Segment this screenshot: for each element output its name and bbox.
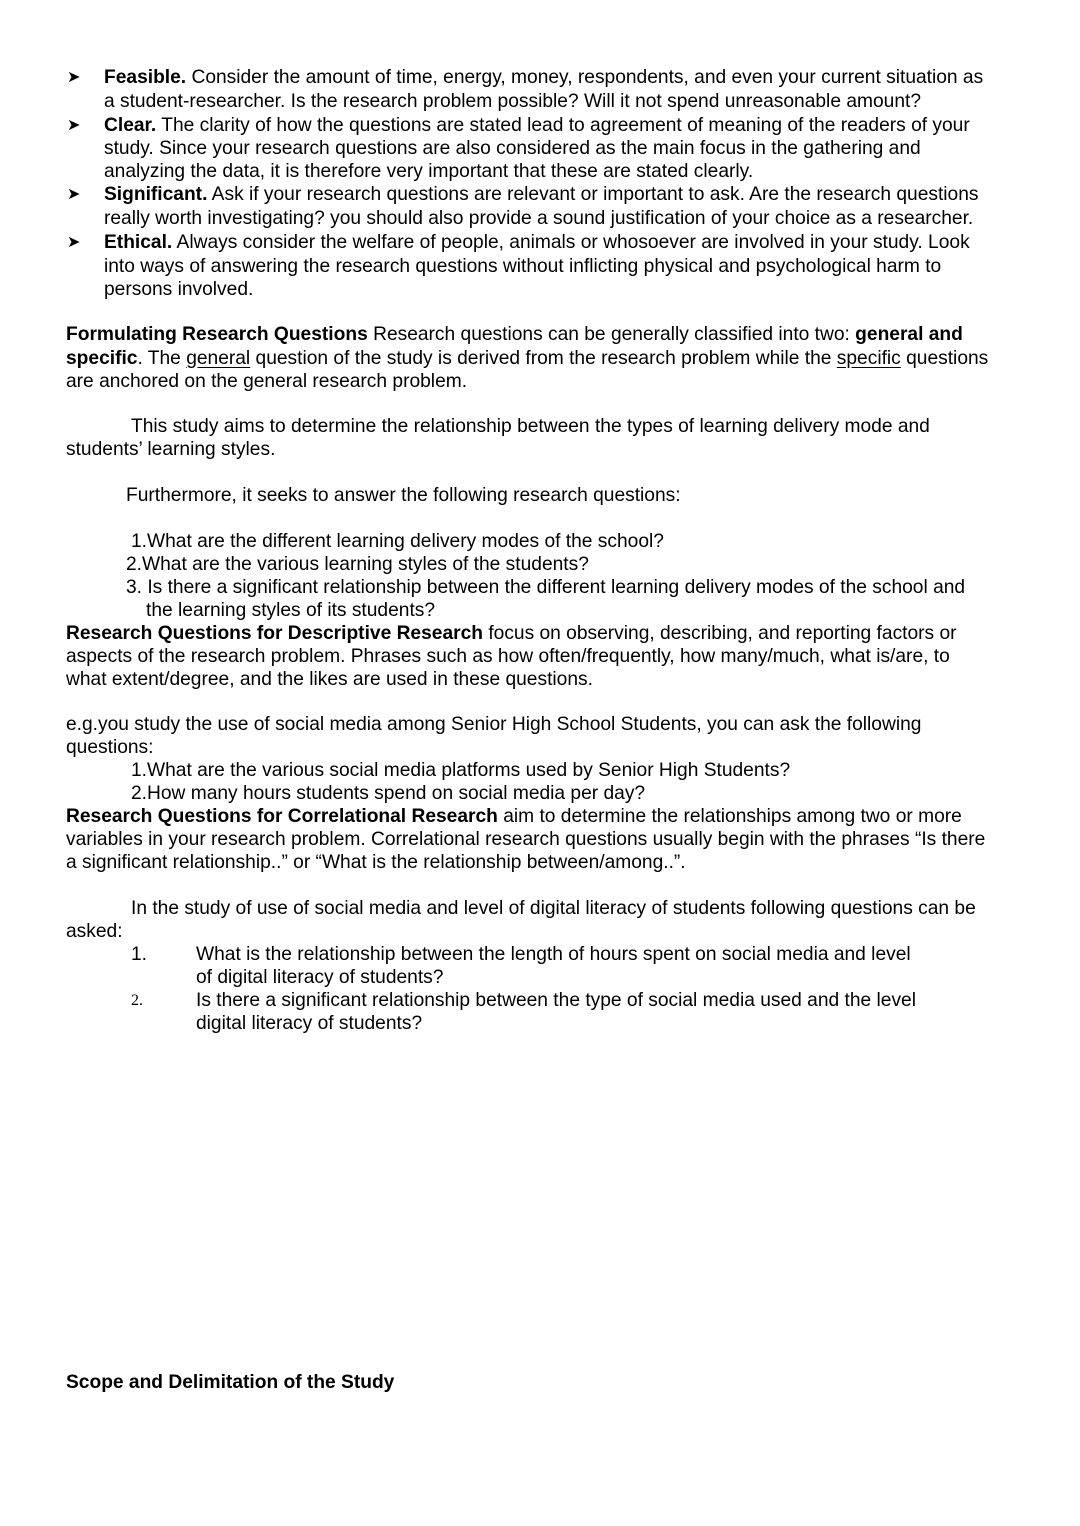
formulating-paragraph xyxy=(66,323,963,346)
list-item: What is the relationship between the length of hours spent on social media and level xyxy=(196,944,911,965)
criterion-text: Consider the amount of time, energy, money, respondents, and even your current situation as xyxy=(186,67,984,88)
criterion-text: The clarity of how the questions are stated lead to agreement of meaning of the readers of your xyxy=(156,115,970,136)
paragraph-text: focus on observing, describing, and reporting factors or xyxy=(482,623,957,644)
criterion-text: analyzing the data, it is therefore very important that these are stated clearly. xyxy=(104,161,754,182)
criterion-term: Feasible. xyxy=(104,67,187,88)
paragraph-line: questions: xyxy=(66,737,154,758)
list-item: 1.What are the different learning delivery modes of the school? xyxy=(131,531,664,552)
paragraph-line: variables in your research problem. Correlational research questions usually begin with the phrases “Is there xyxy=(66,829,986,850)
section-heading: Formulating Research Questions xyxy=(66,324,368,345)
criterion-term: Ethical. xyxy=(104,232,173,253)
criterion-term: Clear. xyxy=(104,115,157,136)
paragraph-line xyxy=(66,347,988,370)
criterion-ethical xyxy=(104,231,970,254)
paragraph-text: aim to determine the relationships among two or more xyxy=(497,806,962,827)
criterion-clear xyxy=(104,114,970,137)
list-item: Is there a significant relationship between the type of social media used and the level xyxy=(196,990,916,1011)
paragraph-text: Research questions can be generally classified into two: xyxy=(367,324,856,345)
list-item-continuation: of digital literacy of students? xyxy=(196,967,444,988)
paragraph-text: questions xyxy=(900,348,989,369)
paragraph-text: . The xyxy=(137,348,187,369)
list-item-continuation: digital literacy of students? xyxy=(196,1013,423,1034)
list-item: 1.What are the various social media platforms used by Senior High Students? xyxy=(131,760,791,781)
list-item-number: 2. xyxy=(131,992,143,1009)
underlined-text: specific xyxy=(836,348,901,369)
bold-text: general and xyxy=(855,324,963,345)
criterion-text: really worth investigating? you should also provide a sound justification of your choice as a researcher. xyxy=(104,208,974,229)
arrow-bullet-icon: ➤ xyxy=(67,117,81,134)
criterion-text: a student-researcher. Is the research problem possible? Will it not spend unreasonable amount? xyxy=(104,91,921,112)
example-paragraph: In the study of use of social media and level of digital literacy of students following questions can be xyxy=(131,898,976,919)
correlational-paragraph xyxy=(66,805,962,828)
descriptive-paragraph xyxy=(66,622,957,645)
paragraph-line: aspects of the research problem. Phrases such as how often/frequently, how many/much, what is/are, to xyxy=(66,646,950,667)
section-heading: Research Questions for Descriptive Research xyxy=(66,623,483,644)
bold-text: specific xyxy=(66,348,138,369)
list-item-number: 1. xyxy=(131,944,148,965)
paragraph-line: students’ learning styles. xyxy=(66,439,276,460)
paragraph-line: are anchored on the general research problem. xyxy=(66,371,468,392)
paragraph-line: what extent/degree, and the likes are used in these questions. xyxy=(66,669,593,690)
list-item-continuation: the learning styles of its students? xyxy=(146,600,436,621)
arrow-bullet-icon: ➤ xyxy=(67,234,81,251)
criterion-text: into ways of answering the research questions without inflicting physical and psychological harm to xyxy=(104,256,942,277)
arrow-bullet-icon: ➤ xyxy=(67,186,81,203)
example-paragraph: e.g.you study the use of social media among Senior High School Students, you can ask the following xyxy=(66,714,922,735)
criterion-text: persons involved. xyxy=(104,279,254,300)
criterion-term: Significant. xyxy=(104,184,208,205)
criterion-feasible xyxy=(104,66,983,89)
criterion-text: Always consider the welfare of people, animals or whosoever are involved in your study. Look xyxy=(172,232,970,253)
list-item: 3. Is there a significant relationship between the different learning delivery modes of the school and xyxy=(126,577,966,598)
underlined-text: general xyxy=(186,348,251,369)
criterion-text: Ask if your research questions are relevant or important to ask. Are the research questions xyxy=(207,184,979,205)
list-item: 2.How many hours students spend on social media per day? xyxy=(131,783,646,804)
paragraph-line: asked: xyxy=(66,921,123,942)
arrow-bullet-icon: ➤ xyxy=(67,69,81,86)
criterion-text: study. Since your research questions are also considered as the main focus in the gathering and xyxy=(104,138,921,159)
paragraph-line: a significant relationship..” or “What is the relationship between/among..”. xyxy=(66,852,686,873)
furthermore-line: Furthermore, it seeks to answer the following research questions: xyxy=(126,485,681,506)
section-heading: Research Questions for Correlational Research xyxy=(66,806,498,827)
list-item: 2.What are the various learning styles of the students? xyxy=(126,554,589,575)
paragraph-text: question of the study is derived from the research problem while the xyxy=(250,348,837,369)
general-question-example: This study aims to determine the relationship between the types of learning delivery mode and xyxy=(131,416,930,437)
scope-heading: Scope and Delimitation of the Study xyxy=(66,1372,395,1393)
criterion-significant xyxy=(104,183,979,206)
